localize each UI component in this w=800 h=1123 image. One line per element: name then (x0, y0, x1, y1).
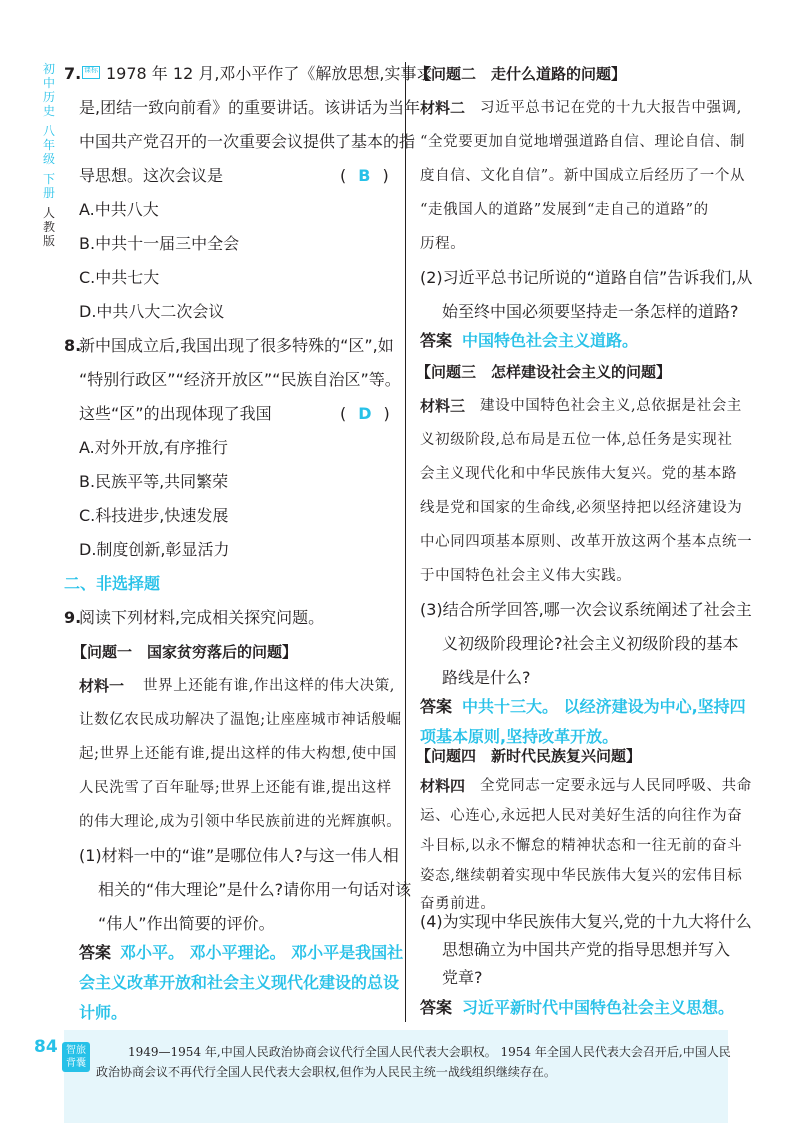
answer-1-line: 会主义改革开放和社会主义现代化建设的总设 (79, 973, 400, 992)
material-4-line: 姿态,继续朝着实现中华民族伟大复兴的宏伟目标 (420, 868, 743, 884)
answer-4-line: 习近平新时代中国特色社会主义思想。 (462, 998, 735, 1017)
sub-question-2-line: 始至终中国必须要坚持走一条怎样的道路? (442, 302, 739, 321)
sub-question-2-line: (2)习近平总书记所说的“道路自信”告诉我们,从 (420, 268, 753, 287)
question-7-option: C.中共七大 (79, 268, 160, 287)
answer-label: 答案 (79, 943, 112, 962)
material-2-label: 材料二 (420, 99, 466, 117)
sidebar-subject-char: 历 (42, 90, 55, 104)
sub-question-1-line: (1)材料一中的“谁”是哪位伟人?与这一伟人相 (79, 846, 399, 865)
answer-label: 答案 (420, 331, 453, 350)
material-4-line: 全党同志一定要永远与人民同呼吸、共命 (480, 778, 752, 794)
sub-question-4-line: 思想确立为中国共产党的指导思想并写入 (442, 940, 731, 959)
question-8-answer: D (358, 404, 372, 423)
question-7-line: 是,团结一致向前看》的重要讲话。该讲话为当年 (79, 98, 421, 117)
answer-1-line: 计师。 (79, 1003, 128, 1022)
sidebar-volume-char: 下 (42, 172, 55, 186)
sub-question-4-line: (4)为实现中华民族伟大复兴,党的十九大将什么 (420, 912, 752, 931)
footer-note-line: 1949—1954 年,中国人民政治协商会议代行全国人民代表大会职权。 1954 年全国人民代表大会召开后,中国人民 (128, 1045, 731, 1059)
material-3-line: 线是党和国家的生命线,必须坚持把以经济建设为 (420, 500, 743, 516)
material-1-line: 让数亿农民成功解决了温饱;让座座城市神话般崛 (79, 712, 402, 728)
material-2-line: 度自信、文化自信”。新中国成立后经历了一个从 (420, 168, 746, 184)
answer-label: 答案 (420, 998, 453, 1017)
question-7-number: 7. (64, 64, 82, 83)
sidebar-grade-char: 级 (42, 152, 55, 166)
material-1-line: 起;世界上还能有谁,提出这样的伟大构想,使中国 (79, 746, 397, 762)
question-9-number: 9. (64, 608, 82, 627)
problem-1-title: 【问题一 国家贫穷落后的问题】 (72, 643, 298, 661)
question-9-intro: 阅读下列材料,完成相关探究问题。 (79, 608, 325, 627)
material-4-line: 斗目标,以永不懈怠的精神状态和一往无前的奋斗 (420, 838, 743, 854)
sidebar-volume-char: 册 (42, 186, 55, 200)
bracket-close: ) (383, 404, 390, 423)
badge-line: 智旅 (66, 1045, 86, 1056)
material-4-label: 材料四 (420, 777, 466, 795)
material-4-line: 奋勇前进。 (420, 896, 496, 912)
answer-1-line: 邓小平。 邓小平理论。 邓小平是我国社 (120, 943, 404, 962)
section-title: 二、非选择题 (64, 574, 161, 593)
material-3-line: 中心同四项基本原则、改革开放这两个基本点统一 (420, 534, 753, 550)
sub-question-3-line: 路线是什么? (442, 668, 531, 687)
question-8-option: B.民族平等,共同繁荣 (79, 472, 229, 491)
question-7-answer: B (358, 166, 371, 185)
material-3-line: 会主义现代化和中华民族伟大复兴。党的基本路 (420, 466, 738, 482)
sidebar-edition-char: 人 (42, 206, 55, 220)
sidebar-grade-char: 年 (42, 138, 55, 152)
knowledge-badge (62, 1042, 90, 1072)
question-8-number: 8. (64, 336, 82, 355)
material-1-line: 世界上还能有谁,作出这样的伟大决策, (143, 678, 396, 694)
sidebar-subject-char: 中 (42, 76, 55, 90)
material-1-label: 材料一 (79, 677, 125, 695)
question-8-answer-bracket (340, 404, 390, 424)
question-7-line: 导思想。这次会议是 (79, 166, 224, 185)
bracket-open: ( (340, 166, 347, 185)
sub-question-4-line: 党章? (442, 968, 483, 987)
problem-4-title: 【问题四 新时代民族复兴问题】 (416, 747, 642, 765)
question-7-option: D.中共八大二次会议 (79, 302, 225, 321)
sidebar-edition-char: 教 (42, 220, 55, 234)
sidebar-subject-char: 史 (42, 104, 55, 118)
sidebar-subject-char: 初 (42, 62, 55, 76)
answer-3-line: 项基本原则,坚持改革开放。 (420, 727, 619, 746)
sidebar-edition-char: 版 (42, 234, 55, 248)
material-2-line: 习近平总书记在党的十九大报告中强调, (480, 100, 742, 116)
question-7-answer-bracket (340, 166, 389, 186)
material-2-line: 历程。 (420, 236, 466, 252)
material-3-label: 材料三 (420, 397, 466, 415)
problem-3-title: 【问题三 怎样建设社会主义的问题】 (416, 363, 672, 381)
question-8-option: A.对外开放,有序推行 (79, 438, 228, 457)
sub-question-3-line: 义初级阶段理论?社会主义初级阶段的基本 (442, 634, 739, 653)
question-7-line: 中国共产党召开的一次重要会议提供了基本的指 (79, 132, 416, 151)
material-2-line: “全党要更加自觉地增强道路自信、理论自信、制 (420, 134, 746, 150)
question-7-option: A.中共八大 (79, 200, 159, 219)
page-number: 84 (34, 1037, 58, 1057)
question-8-line: 这些“区”的出现体现了我国 (79, 404, 272, 423)
material-1-line: 人民洗雪了百年耻辱;世界上还能有谁,提出这样 (79, 780, 392, 796)
bracket-close: ) (382, 166, 389, 185)
answer-2-line: 中国特色社会主义道路。 (462, 331, 639, 350)
material-3-line: 建设中国特色社会主义,总依据是社会主 (480, 398, 742, 414)
sub-question-1-line: 相关的“伟大理论”是什么?请你用一句话对该 (98, 880, 412, 899)
bracket-open: ( (340, 404, 347, 423)
column-divider (405, 62, 406, 1022)
badge-line: 背囊 (66, 1058, 86, 1069)
curriculum-standard-icon: 课标 (82, 66, 100, 79)
problem-2-title: 【问题二 走什么道路的问题】 (416, 65, 627, 83)
question-8-option: D.制度创新,彰显活力 (79, 540, 230, 559)
material-4-line: 运、心连心,永远把人民对美好生活的向往作为奋 (420, 808, 743, 824)
answer-3-line: 中共十三大。 以经济建设为中心,坚持四 (462, 697, 746, 716)
sub-question-1-line: “伟人”作出简要的评价。 (98, 914, 275, 933)
sidebar-grade-char: 八 (42, 124, 55, 138)
footer-note-line: 政治协商会议不再代行全国人民代表大会职权,但作为人民民主统一战线组织继续存在。 (96, 1065, 556, 1079)
sub-question-3-line: (3)结合所学回答,哪一次会议系统阐述了社会主 (420, 600, 752, 619)
material-1-line: 的伟大理论,成为引领中华民族前进的光辉旗帜。 (79, 814, 402, 830)
question-7-line: 1978 年 12 月,邓小平作了《解放思想,实事求 (106, 64, 433, 83)
question-8-line: “特别行政区”“经济开放区”“民族自治区”等。 (79, 370, 401, 389)
material-3-line: 义初级阶段,总布局是五位一体,总任务是实现社 (420, 432, 733, 448)
material-2-line: “走俄国人的道路”发展到“走自己的道路”的 (420, 202, 709, 218)
sidebar-label (40, 62, 58, 248)
question-7-option: B.中共十一届三中全会 (79, 234, 240, 253)
question-8-line: 新中国成立后,我国出现了很多特殊的“区”,如 (79, 336, 394, 355)
material-3-line: 于中国特色社会主义伟大实践。 (420, 568, 632, 584)
question-8-option: C.科技进步,快速发展 (79, 506, 229, 525)
answer-label: 答案 (420, 697, 453, 716)
